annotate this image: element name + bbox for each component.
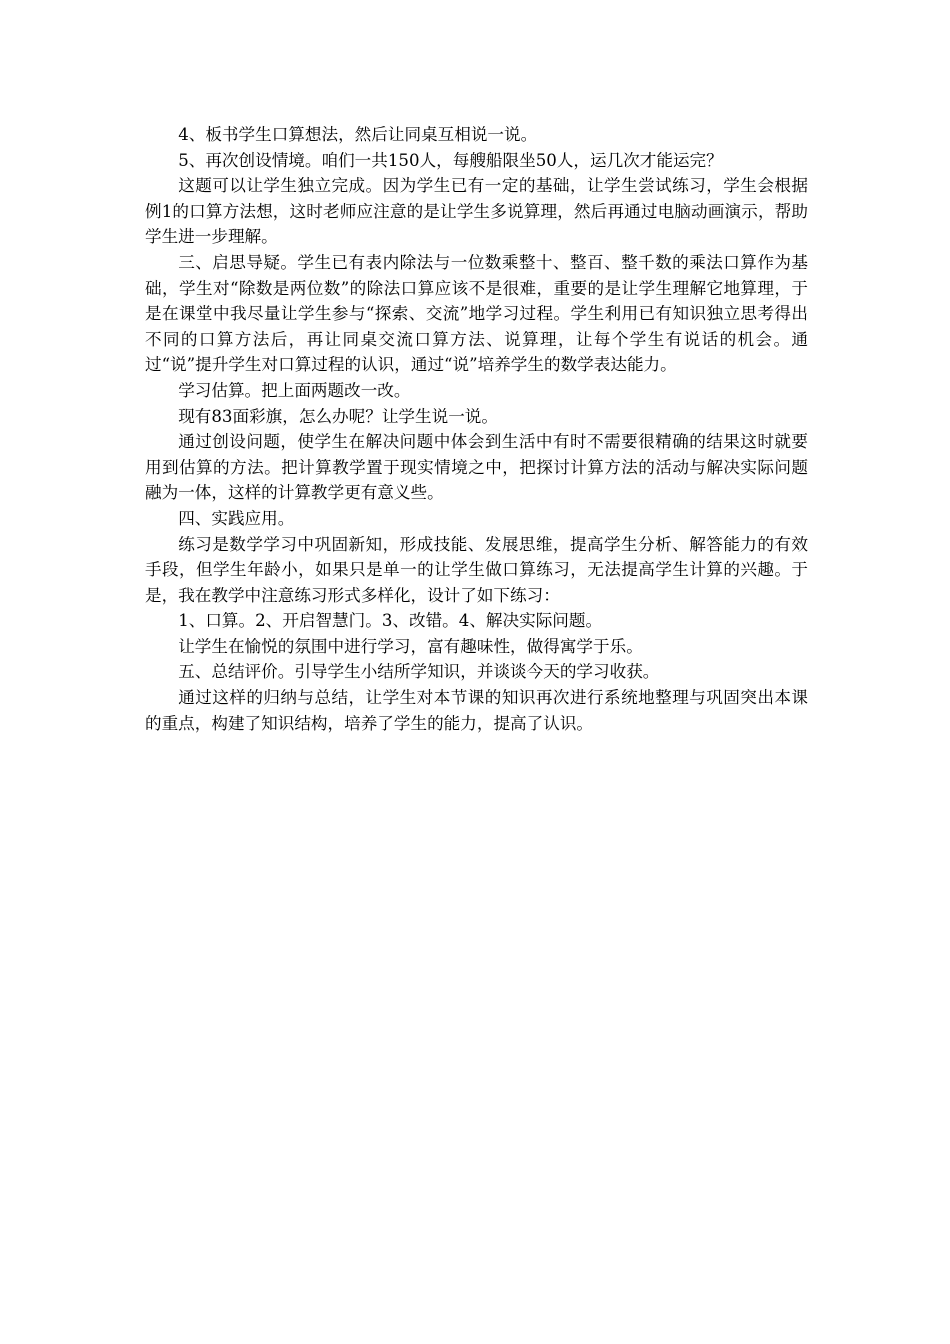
paragraph-6: 现有83面彩旗，怎么办呢？让学生说一说。 [178, 406, 498, 426]
paragraph-2: 5、再次创设情境。咱们一共150人，每艘船限坐50人，运几次才能运完？ [178, 150, 723, 170]
paragraph-12: 五、总结评价。引导学生小结所学知识，并谈谈今天的学习收获。 [178, 662, 660, 682]
paragraph-11: 让学生在愉悦的氛围中进行学习，富有趣味性，做得寓学于乐。 [178, 636, 643, 656]
paragraph-3: 这题可以让学生独立完成。因为学生已有一定的基础，让学生尝试练习，学生会根据例1的口算方法想，这时老师应注意的是让学生多说算理，然后再通过电脑动画演示，帮助学生进一步理解。 [145, 176, 808, 247]
paragraph-5: 学习估算。把上面两题改一改。 [178, 380, 411, 400]
paragraph-1: 4、板书学生口算想法，然后让同桌互相说一说。 [178, 125, 538, 144]
paragraph-13: 通过这样的归纳与总结，让学生对本节课的知识再次进行系统地整理与巩固突出本课的重点，构建了知识结构，培养了学生的能力，提高了认识。 [145, 688, 808, 733]
paragraph-8: 四、实践应用。 [178, 508, 295, 528]
paragraph-7: 通过创设问题，使学生在解决问题中体会到生活中有时不需要很精确的结果这时就要用到估算的方法。把计算教学置于现实情境之中，把探讨计算方法的活动与解决实际问题融为一体，这样的计算教学更有意义些。 [145, 432, 808, 503]
paragraph-4: 三、启思导疑。学生已有表内除法与一位数乘整十、整百、整千数的乘法口算作为基础，学生对“除数是两位数”的除法口算应该不是很难，重要的是让学生理解它地算理，于是在课堂中我尽量让学生参与“探索、交流”地学习过程。学生利用已有知识独立思考得出不同的口算方法后，再让同桌交流口算方法、说算理，让每个学生有说话的机会。通过“说”提升学生对口算过程的认识，通过“说”培养学生的数学表达能力。 [145, 252, 808, 375]
document-body [145, 122, 808, 736]
paragraph-9: 练习是数学学习中巩固新知，形成技能、发展思维，提高学生分析、解答能力的有效手段，但学生年龄小，如果只是单一的让学生做口算练习，无法提高学生计算的兴趣。于是，我在教学中注意练习形式多样化，设计了如下练习： [145, 534, 808, 605]
paragraph-10: 1、口算。2、开启智慧门。3、改错。4、解决实际问题。 [178, 611, 603, 631]
